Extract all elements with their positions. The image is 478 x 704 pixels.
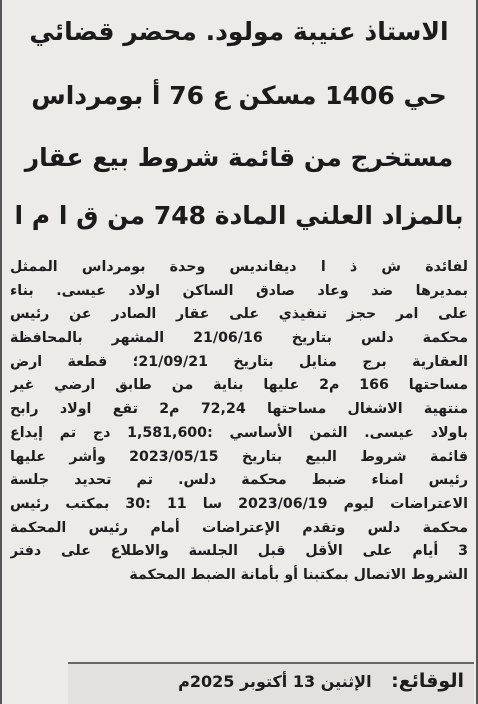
newspaper-name: الوقائع: [391, 670, 464, 692]
body-line: منتهية الاشغال مساحتها 72,24 م2 تقع اولاد رابح [10, 401, 468, 418]
body-line: الاعتراضات ليوم 2023/06/19 سا 11 :30 بمكتب رئيس [10, 495, 468, 512]
body-line: العقارية برج منايل بتاريخ 21/09/21؛ قطعة ارض [10, 353, 468, 370]
body-line: 3 أيام على الأقل قبل الجلسة والاطلاع على دفتر [10, 543, 468, 560]
body-line: على امر حجز تنفيذي على عقار الصادر عن رئيس [10, 306, 468, 323]
body-line: بمديرها ضد وعاد صادق الساكن اولاد عيسى. بناء [10, 282, 468, 299]
body-line: رئيس امناء ضبط محكمة دلس. تم تحديد جلسة [10, 472, 468, 489]
body-line: محكمة دلس وتقدم الإعتراضات أمام رئيس المحكمة [10, 519, 468, 536]
body-line: الشروط الاتصال بمكتبنا أو بأمانة الضبط المحكمة [129, 566, 468, 583]
body-line: باولاد عيسى. الثمن الأساسي :1,581,600 دج تم إيداع [10, 424, 468, 441]
notice-body [10, 256, 468, 588]
body-line: قائمة شروط البيع بتاريخ 2023/05/15 وأشر عليها [10, 448, 468, 465]
notice-title-line: مستخرج من قائمة شروط بيع عقار [24, 143, 454, 172]
notice-address-line: حي 1406 مسكن ع 76 أ بومرداس [31, 81, 447, 110]
notice-law-article-line: بالمزاد العلني المادة 748 من ق ا م ا [14, 201, 464, 230]
publication-footer [68, 662, 474, 704]
body-line: محكمة دلس بتاريخ 21/06/16 المشهر بالمحافظة [10, 330, 468, 347]
body-line: لفائدة ش ذ ا ديفانديس وحدة بومرداس الممثل [10, 259, 468, 275]
publication-date: الإثنين 13 أكتوبر 2025م [178, 672, 372, 691]
notice-bailiff-line: الاستاذ عنيبة مولود. محضر قضائي [29, 17, 449, 46]
body-line: مساحتها 166 م2 عليها بناية من طابق ارضي غير [10, 377, 468, 394]
